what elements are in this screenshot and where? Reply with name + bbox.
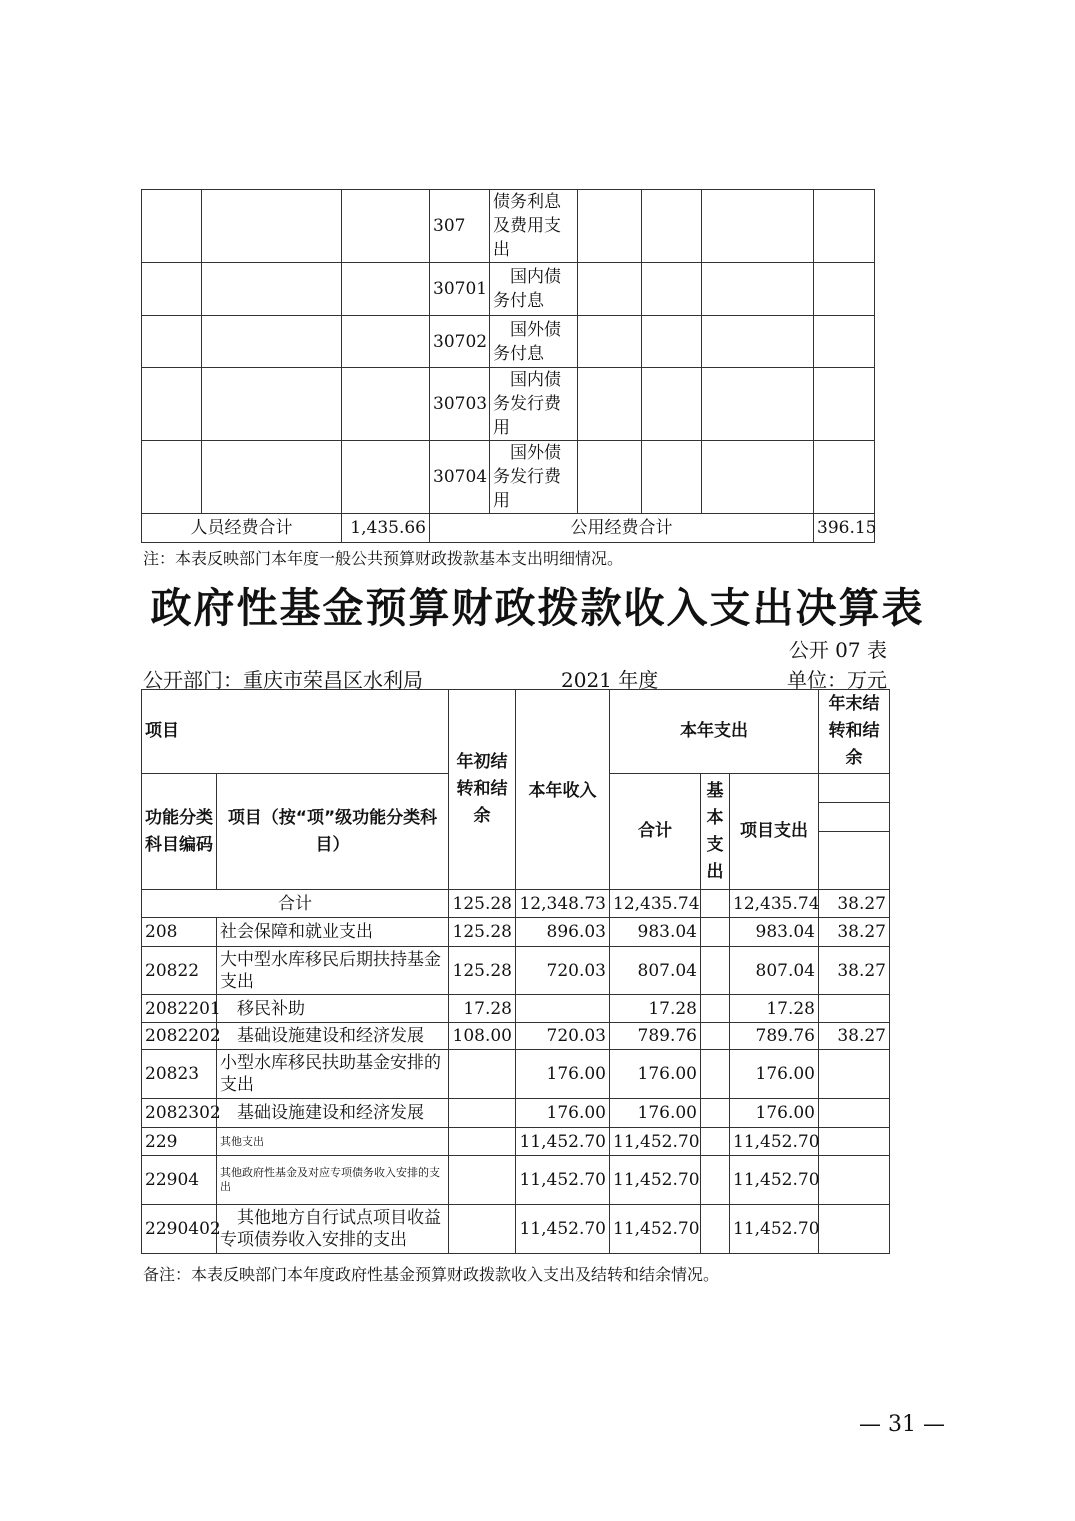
department: 公开部门：重庆市荣昌区水利局 (143, 668, 423, 692)
total-expense: 12,435.74 (610, 890, 701, 918)
row-name: 基础设施建设和经济发展 (217, 1099, 449, 1128)
header-item-name: 项目（按“项”级功能分类科目） (217, 774, 449, 890)
expense-name: 国内债务发行费用 (490, 368, 578, 441)
row-project: 983.04 (730, 918, 819, 947)
row-income: 176.00 (516, 1050, 610, 1099)
row-total: 789.76 (610, 1023, 701, 1050)
header-income: 本年收入 (516, 690, 610, 890)
header-row (142, 690, 890, 774)
row-total: 176.00 (610, 1099, 701, 1128)
public-total-label: 公用经费合计 (430, 514, 814, 543)
row-begin: 108.00 (449, 1023, 516, 1050)
row-code: 2290402 (142, 1205, 217, 1254)
row-income: 11,452.70 (516, 1205, 610, 1254)
row-end: 38.27 (819, 918, 890, 947)
table-row (142, 441, 875, 514)
row-project: 807.04 (730, 947, 819, 995)
row-code: 229 (142, 1128, 217, 1156)
row-code: 22904 (142, 1156, 217, 1205)
row-total: 807.04 (610, 947, 701, 995)
row-basic (701, 918, 730, 947)
total-basic (701, 890, 730, 918)
header-item: 项目 (142, 690, 449, 774)
table-row (142, 918, 890, 947)
table-row (142, 1156, 890, 1205)
row-code: 2082202 (142, 1023, 217, 1050)
personnel-total-value: 1,435.66 (342, 514, 430, 543)
row-end (819, 1156, 890, 1205)
row-end: 38.27 (819, 947, 890, 995)
row-end (819, 1050, 890, 1099)
personnel-total-label: 人员经费合计 (142, 514, 342, 543)
header-carry-begin: 年初结转和结余 (449, 690, 516, 890)
row-name: 其他政府性基金及对应专项债务收入安排的支出 (217, 1156, 449, 1205)
expense-code: 30701 (430, 263, 490, 316)
row-name: 其他地方自行试点项目收益专项债券收入安排的支出 (217, 1205, 449, 1254)
row-basic (701, 1128, 730, 1156)
summary-row (142, 514, 875, 543)
row-income: 720.03 (516, 947, 610, 995)
row-name: 其他支出 (217, 1128, 449, 1156)
row-name: 小型水库移民扶助基金安排的支出 (217, 1050, 449, 1099)
table-row (142, 1205, 890, 1254)
row-basic (701, 1099, 730, 1128)
row-begin: 125.28 (449, 918, 516, 947)
header-carry-end: 年末结转和结余 (819, 690, 890, 774)
fund-budget-table (141, 689, 890, 1254)
row-project: 789.76 (730, 1023, 819, 1050)
row-income: 720.03 (516, 1023, 610, 1050)
header-basic: 基本支出 (701, 774, 730, 890)
row-basic (701, 1050, 730, 1099)
row-basic (701, 947, 730, 995)
row-end (819, 1128, 890, 1156)
row-total: 11,452.70 (610, 1205, 701, 1254)
expense-name: 国外债务发行费用 (490, 441, 578, 514)
row-total: 983.04 (610, 918, 701, 947)
row-begin (449, 1128, 516, 1156)
row-begin (449, 1050, 516, 1099)
expense-code: 30703 (430, 368, 490, 441)
row-begin (449, 1099, 516, 1128)
public-total-value: 396.15 (814, 514, 875, 543)
row-total: 176.00 (610, 1050, 701, 1099)
header-total: 合计 (610, 774, 701, 890)
table-row (142, 947, 890, 995)
row-basic (701, 1156, 730, 1205)
row-basic (701, 1023, 730, 1050)
page-title: 政府性基金预算财政拨款收入支出决算表 (150, 584, 925, 632)
total-end: 38.27 (819, 890, 890, 918)
row-begin (449, 1156, 516, 1205)
table-row (142, 1099, 890, 1128)
row-project: 11,452.70 (730, 1128, 819, 1156)
row-project: 11,452.70 (730, 1205, 819, 1254)
expense-code: 30702 (430, 316, 490, 368)
table-row (142, 1023, 890, 1050)
expense-name: 债务利息及费用支出 (490, 190, 578, 263)
expense-code: 307 (430, 190, 490, 263)
row-project: 11,452.70 (730, 1156, 819, 1205)
row-code: 208 (142, 918, 217, 947)
basic-expense-table (141, 189, 875, 543)
header-project: 项目支出 (730, 774, 819, 890)
header-expense: 本年支出 (610, 690, 819, 774)
total-project: 12,435.74 (730, 890, 819, 918)
row-name: 基础设施建设和经济发展 (217, 1023, 449, 1050)
total-row (142, 890, 890, 918)
total-income: 12,348.73 (516, 890, 610, 918)
row-project: 17.28 (730, 995, 819, 1023)
header-func-code: 功能分类科目编码 (142, 774, 217, 890)
row-name: 社会保障和就业支出 (217, 918, 449, 947)
row-income: 896.03 (516, 918, 610, 947)
table-remark: 备注：本表反映部门本年度政府性基金预算财政拨款收入支出及结转和结余情况。 (143, 1265, 720, 1284)
expense-name: 国外债务付息 (490, 316, 578, 368)
row-begin (449, 1205, 516, 1254)
row-end (819, 995, 890, 1023)
table-number: 公开 07 表 (788, 638, 887, 662)
table-row (142, 263, 875, 316)
row-income (516, 995, 610, 1023)
table-row (142, 316, 875, 368)
row-name: 移民补助 (217, 995, 449, 1023)
row-begin: 125.28 (449, 947, 516, 995)
row-code: 2082302 (142, 1099, 217, 1128)
table-row (142, 995, 890, 1023)
expense-code: 30704 (430, 441, 490, 514)
total-begin: 125.28 (449, 890, 516, 918)
table-note: 注：本表反映部门本年度一般公共预算财政拨款基本支出明细情况。 (143, 549, 624, 568)
row-basic (701, 995, 730, 1023)
row-begin: 17.28 (449, 995, 516, 1023)
expense-name: 国内债务付息 (490, 263, 578, 316)
row-code: 20822 (142, 947, 217, 995)
row-code: 2082201 (142, 995, 217, 1023)
row-basic (701, 1205, 730, 1254)
row-total: 17.28 (610, 995, 701, 1023)
table-row (142, 1050, 890, 1099)
fiscal-year: 2021 年度 (561, 668, 659, 692)
page-number: — 31 — (859, 1412, 945, 1437)
table-row (142, 190, 875, 263)
row-project: 176.00 (730, 1099, 819, 1128)
row-end (819, 1205, 890, 1254)
row-code: 20823 (142, 1050, 217, 1099)
row-end: 38.27 (819, 1023, 890, 1050)
unit: 单位：万元 (787, 668, 887, 692)
row-end (819, 1099, 890, 1128)
row-income: 11,452.70 (516, 1128, 610, 1156)
row-total: 11,452.70 (610, 1128, 701, 1156)
table-row (142, 368, 875, 441)
row-project: 176.00 (730, 1050, 819, 1099)
row-income: 11,452.70 (516, 1156, 610, 1205)
total-label: 合计 (142, 890, 449, 918)
table-row (142, 1128, 890, 1156)
row-total: 11,452.70 (610, 1156, 701, 1205)
row-income: 176.00 (516, 1099, 610, 1128)
row-name: 大中型水库移民后期扶持基金支出 (217, 947, 449, 995)
